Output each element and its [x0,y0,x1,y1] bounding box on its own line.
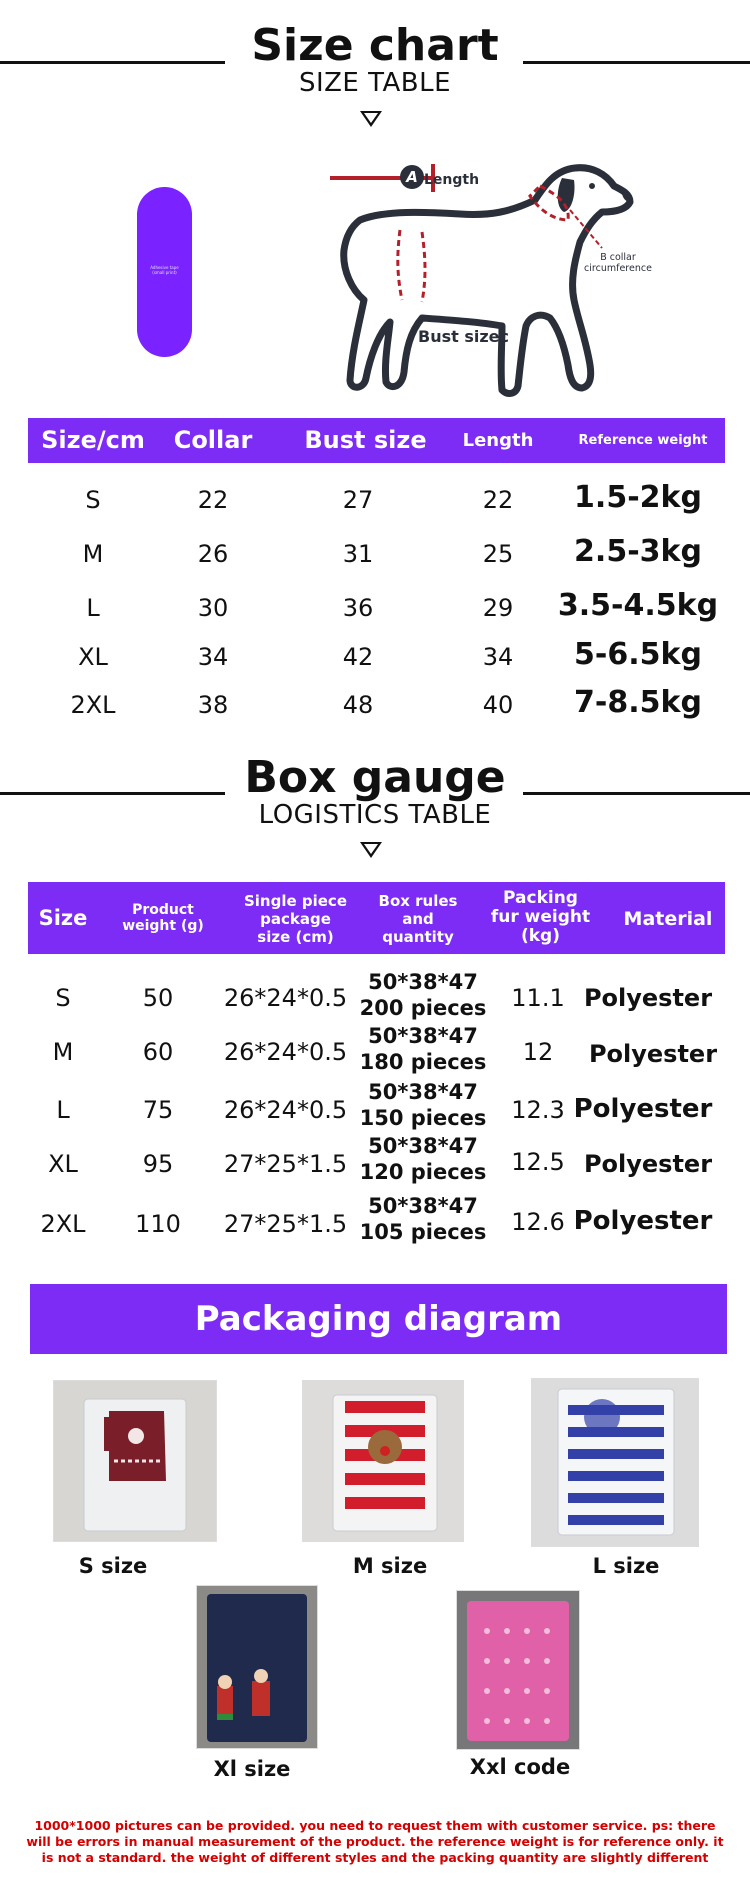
length-label: Length [424,172,480,188]
cell-length: 34 [482,643,514,671]
cell-material: Polyester [583,1150,713,1178]
size-table-header [28,418,725,463]
size-table-row [28,586,728,634]
packaging-banner [30,1284,727,1354]
cell-weight: 110 [135,1210,181,1238]
cell-weight: 3.5-4.5kg [557,588,719,623]
cell-size: M [52,1038,74,1066]
cell-qty: 200 pieces [359,996,487,1020]
cell-qty: 120 pieces [359,1160,487,1184]
cell-size: 2XL [40,1210,86,1238]
size-table-row [28,478,728,526]
header-fur-weight: Packing fur weight (kg) [490,888,591,946]
down-triangle-icon [360,842,382,858]
size-table-row [28,532,728,580]
dog-measure-diagram [330,150,660,400]
tape-tag-text: Adhesive tape (small print) [150,265,179,275]
cell-fur: 12.6 [511,1208,565,1236]
logistics-row [28,970,728,1026]
cell-fur: 12.3 [511,1096,565,1124]
bust-label: Bust sizec [418,327,509,346]
cell-bust: 27 [342,486,374,514]
cell-package: 27*25*1.5 [223,1150,348,1178]
cell-package: 26*24*0.5 [223,984,348,1012]
cell-size: XL [48,1150,78,1178]
packaging-title: Packaging diagram [194,1299,563,1339]
cell-size: M [82,540,104,568]
cell-bust: 42 [342,643,374,671]
header-length: Length [462,430,534,451]
cell-weight: 1.5-2kg [574,480,702,515]
cell-package: 26*24*0.5 [223,1096,348,1124]
cell-collar: 26 [197,540,229,568]
packaging-label-l: L size [592,1554,660,1578]
cell-qty: 150 pieces [359,1106,487,1130]
header-product-weight: Product weight (g) [122,902,204,934]
packaging-label-xl: Xl size [213,1757,291,1781]
header-size: Size [38,906,88,930]
box-gauge-title: Box gauge [244,752,506,803]
logistics-row [28,1026,728,1082]
down-triangle-icon [360,111,382,127]
cell-material: Polyester [573,1094,713,1124]
header-package-size: Single piece package size (cm) [243,892,347,946]
dog-silhouette [344,168,630,394]
packaging-photo-xxl [456,1590,580,1750]
cell-qty: 180 pieces [359,1050,487,1074]
cell-box: 50*38*47 [368,970,478,994]
cell-size: XL [78,643,108,671]
cell-length: 40 [482,691,514,719]
size-chart-title: Size chart [251,20,499,71]
cell-material: Polyester [588,1040,718,1068]
cell-fur: 12 [522,1038,554,1066]
cell-box: 50*38*47 [368,1194,478,1218]
cell-box: 50*38*47 [368,1080,478,1104]
logistics-table-header [28,882,725,954]
cell-size: S [55,984,71,1012]
header-weight: Reference weight [578,433,708,448]
cell-fur: 11.1 [511,984,565,1012]
cell-package: 27*25*1.5 [223,1210,348,1238]
size-table-row [28,635,728,683]
cell-length: 25 [482,540,514,568]
header-collar: Collar [173,426,253,454]
packaging-photo-m [302,1380,464,1542]
logistics-row [28,1194,728,1254]
packaging-label-s: S size [78,1554,148,1578]
cell-size: S [85,486,101,514]
cell-weight: 5-6.5kg [574,637,702,672]
cell-bust: 31 [342,540,374,568]
cell-size: L [86,594,100,622]
packaging-label-xxl: Xxl code [469,1755,571,1779]
cell-collar: 34 [197,643,229,671]
packaging-label-m: M size [352,1554,428,1578]
tape-tag-image [137,187,192,357]
packaging-photo-l [531,1378,699,1547]
cell-bust: 48 [342,691,374,719]
logistics-row [28,1134,728,1196]
cell-length: 22 [482,486,514,514]
dog-eye [589,183,595,189]
header-size: Size/cm [41,426,145,454]
cell-size: L [56,1096,70,1124]
cell-fur: 12.5 [511,1148,565,1176]
cell-qty: 105 pieces [359,1220,487,1244]
size-table-row [28,683,728,731]
cell-size: 2XL [70,691,116,719]
cell-box: 50*38*47 [368,1134,478,1158]
header-material: Material [623,908,713,930]
cell-box: 50*38*47 [368,1024,478,1048]
cell-weight: 60 [142,1038,174,1066]
cell-length: 29 [482,594,514,622]
cell-weight: 95 [142,1150,174,1178]
cell-weight: 2.5-3kg [574,534,702,569]
packaging-photo-xl [196,1585,318,1749]
cell-material: Polyester [573,1206,713,1236]
footer-note: 1000*1000 pictures can be provided. you need to request them with customer service. ps: there will be errors in manual measurement of the product. the reference weight is for reference only. it is not a standard. the weight of different styles and the packing quantity are slightly different [26,1818,724,1865]
collar-label: B collar circumference [584,252,652,274]
cell-material: Polyester [583,984,713,1012]
packaging-photo-s [53,1380,217,1542]
cell-weight: 50 [142,984,174,1012]
cell-collar: 22 [197,486,229,514]
header-bust: Bust size [304,426,427,454]
cell-package: 26*24*0.5 [223,1038,348,1066]
cell-bust: 36 [342,594,374,622]
cell-weight: 7-8.5kg [574,685,702,720]
cell-collar: 38 [197,691,229,719]
box-gauge-subtitle: LOGISTICS TABLE [258,800,492,830]
cell-weight: 75 [142,1096,174,1124]
length-badge: A [400,165,424,189]
cell-collar: 30 [197,594,229,622]
size-chart-subtitle: SIZE TABLE [298,68,452,98]
header-box-rules: Box rules and quantity [378,892,458,946]
